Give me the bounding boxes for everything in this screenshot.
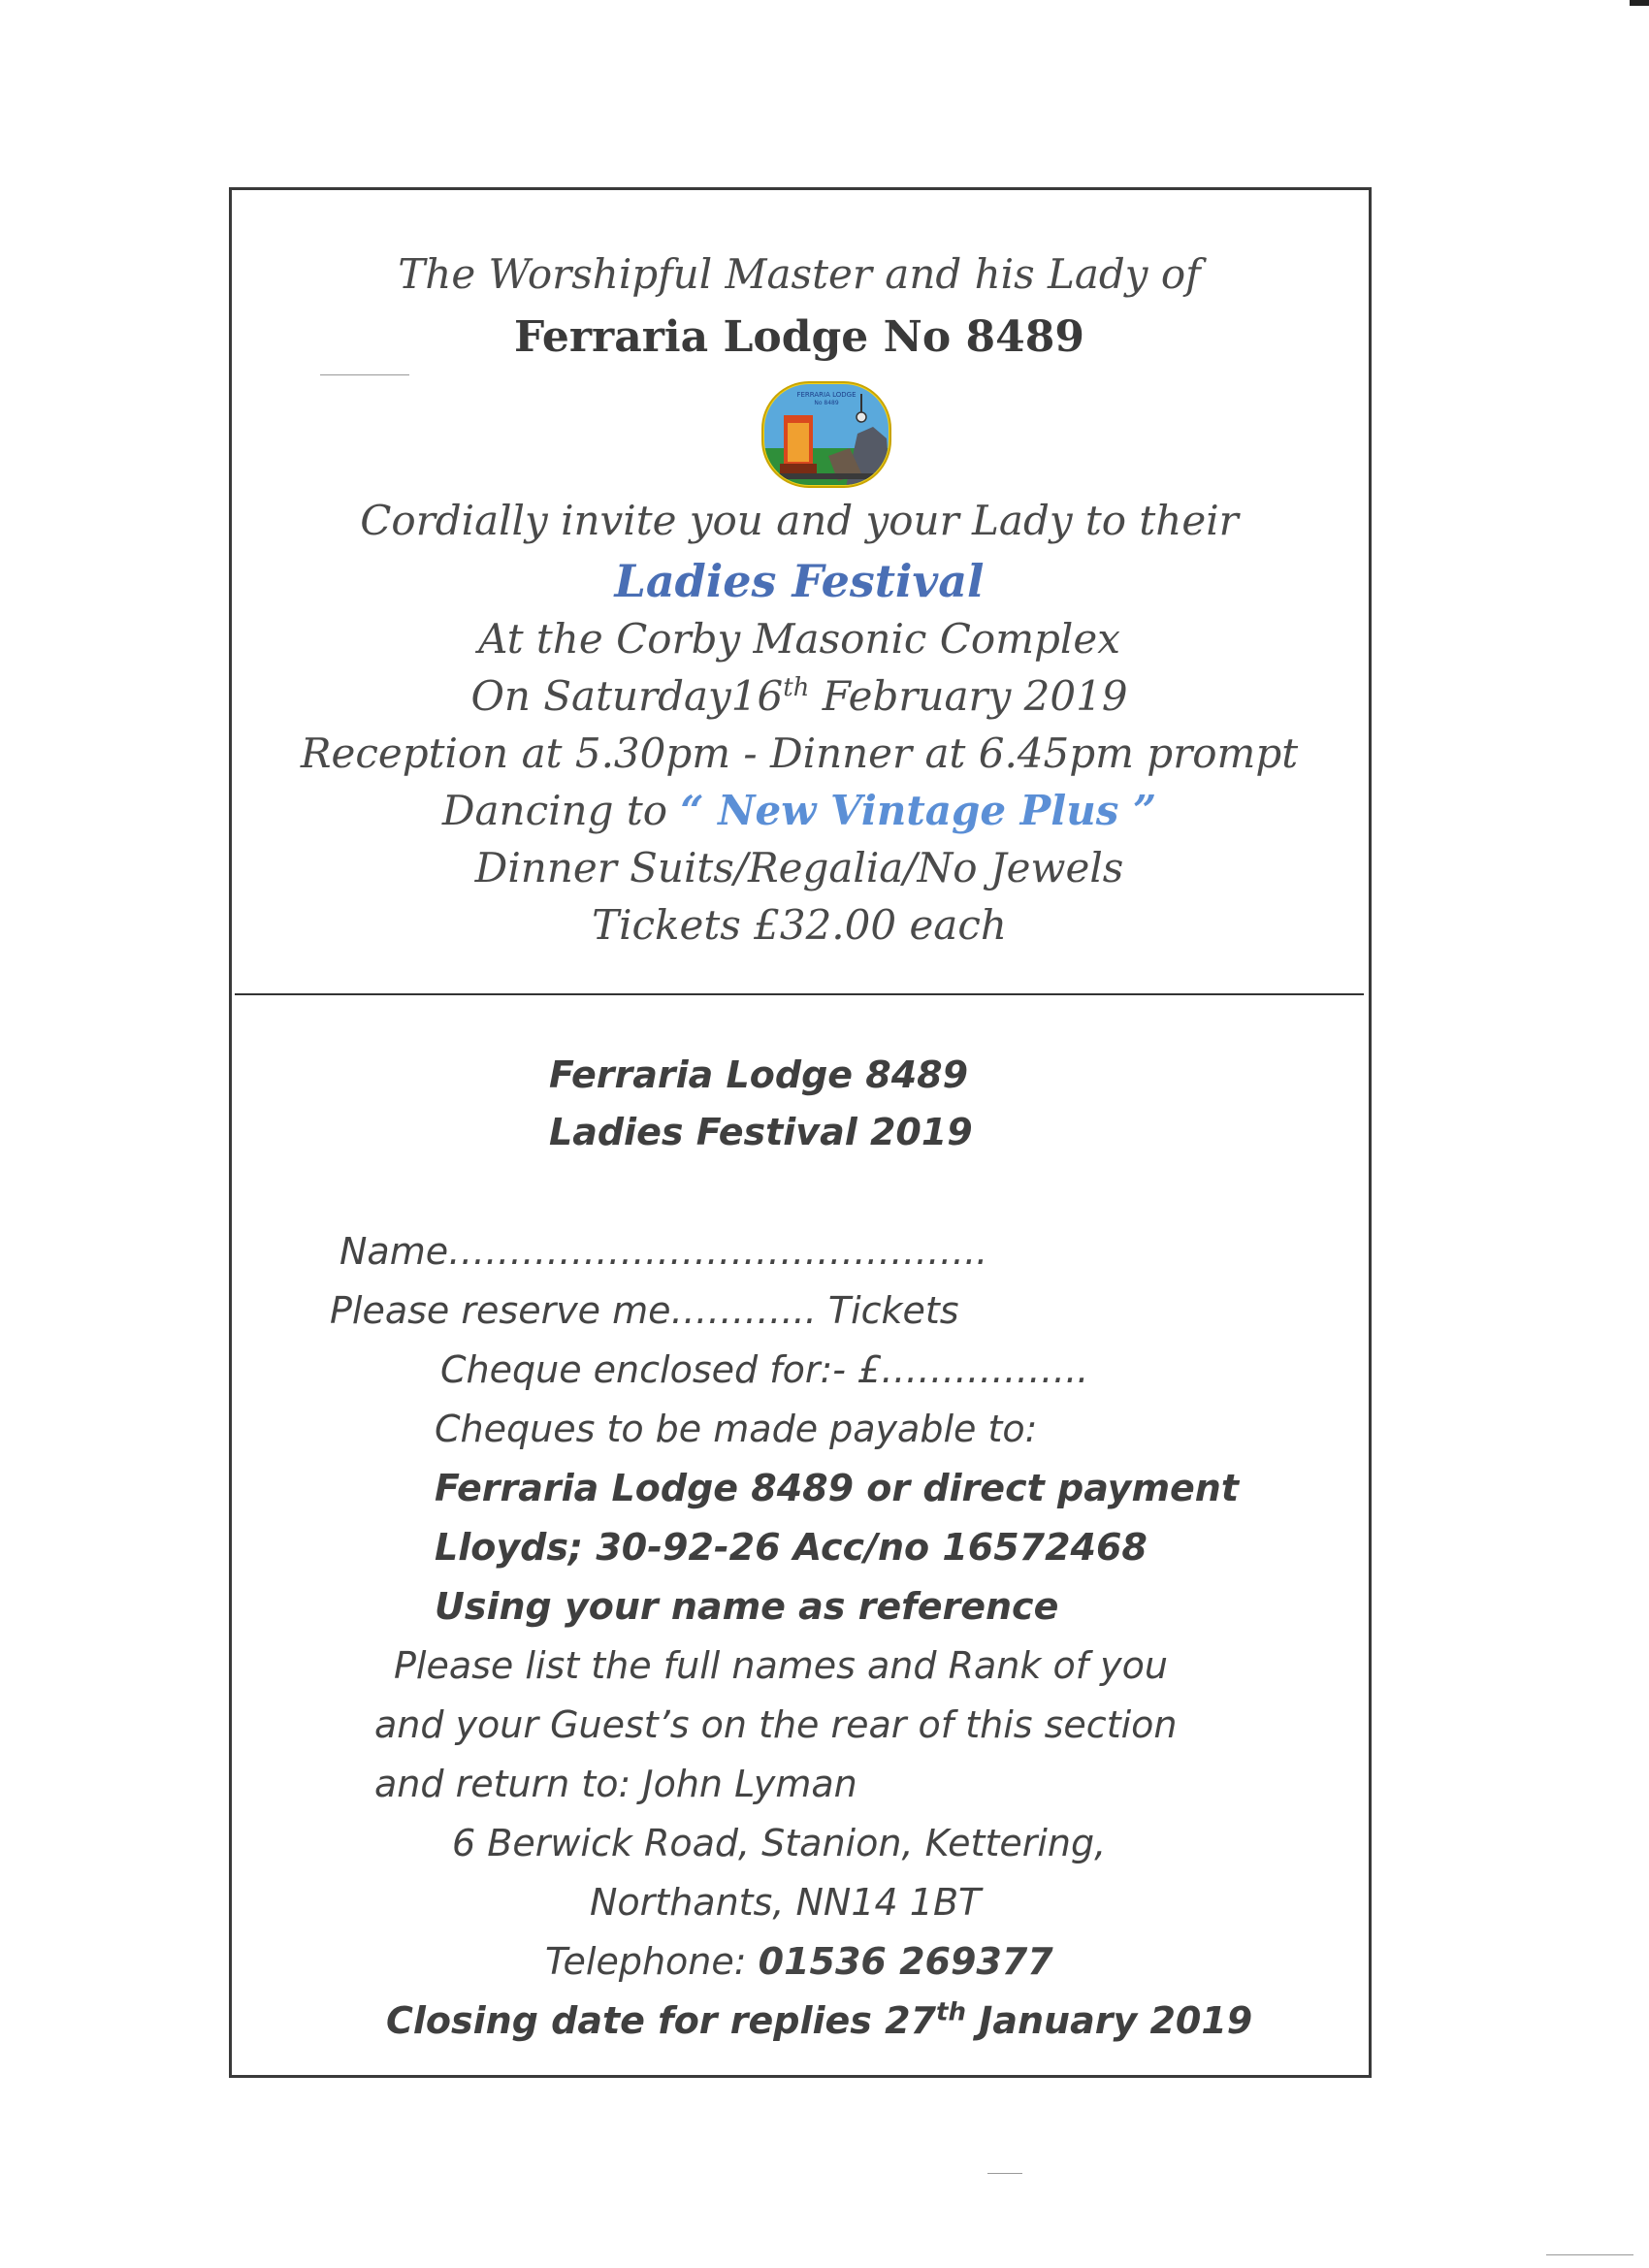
tear-off-divider [235, 993, 1364, 995]
closing-prefix: Closing date for replies 27 [386, 1999, 937, 2042]
invitation-line: Cordially invite you and your Lady to their [360, 497, 1239, 544]
closing-date-line [386, 1999, 1252, 2042]
address-line-2: Northants, NN14 1BT [590, 1881, 982, 1924]
reply-heading-lodge: Ferraria Lodge 8489 [549, 1053, 969, 1096]
band-name: “ New Vintage Plus ” [680, 787, 1157, 834]
guest-list-line-2: and your Guest’s on the rear of this section [374, 1703, 1178, 1746]
reference-line: Using your name as reference [435, 1585, 1059, 1628]
payable-to-line: Cheques to be made payable to: [435, 1408, 1038, 1450]
date-ordinal: th [783, 673, 810, 702]
cheque-amount-line: Cheque enclosed for:- £…………….. [440, 1348, 1089, 1391]
date-rest: February 2019 [809, 672, 1128, 720]
scan-edge-mark [1630, 0, 1649, 6]
telephone-label: Telephone: [545, 1940, 759, 1983]
scan-mark [320, 374, 409, 375]
date-line [0, 672, 1624, 720]
event-title: Ladies Festival [614, 555, 985, 607]
bank-details-line: Lloyds; 30-92-26 Acc/no 16572468 [435, 1526, 1148, 1569]
return-to-line: and return to: John Lyman [374, 1763, 857, 1805]
dress-code-line: Dinner Suits/Regalia/No Jewels [474, 844, 1124, 891]
payee-line: Ferraria Lodge 8489 or direct payment [435, 1467, 1240, 1509]
telephone-number: 01536 269377 [758, 1940, 1053, 1983]
telephone-line [545, 1940, 1053, 1983]
scan-mark [987, 2173, 1022, 2174]
dancing-line [0, 787, 1624, 834]
lodge-name: Ferraria Lodge No 8489 [514, 312, 1084, 362]
reply-heading-event: Ladies Festival 2019 [549, 1111, 973, 1153]
lodge-badge-icon [760, 380, 892, 491]
dancing-prefix: Dancing to [441, 787, 681, 834]
venue-line: At the Corby Masonic Complex [478, 615, 1120, 663]
badge-text: FERRARIA LODGE [796, 391, 857, 399]
ticket-price-line: Tickets £32.00 each [592, 901, 1007, 949]
date-prefix: On Saturday16 [470, 672, 784, 720]
closing-ordinal: th [936, 1997, 966, 2027]
svg-text:No 8489: No 8489 [814, 400, 839, 406]
closing-rest: January 2019 [965, 1999, 1253, 2042]
invitation-intro: The Worshipful Master and his Lady of [398, 250, 1201, 298]
guest-list-line-1: Please list the full names and Rank of you [394, 1644, 1168, 1687]
address-line-1: 6 Berwick Road, Stanion, Kettering, [452, 1822, 1107, 1864]
name-field-line: Name…………………………………….. [340, 1230, 988, 1273]
times-line: Reception at 5.30pm - Dinner at 6.45pm prompt [300, 729, 1299, 777]
scan-mark [1546, 2254, 1633, 2255]
reserve-tickets-line: Please reserve me………... Tickets [330, 1289, 959, 1332]
